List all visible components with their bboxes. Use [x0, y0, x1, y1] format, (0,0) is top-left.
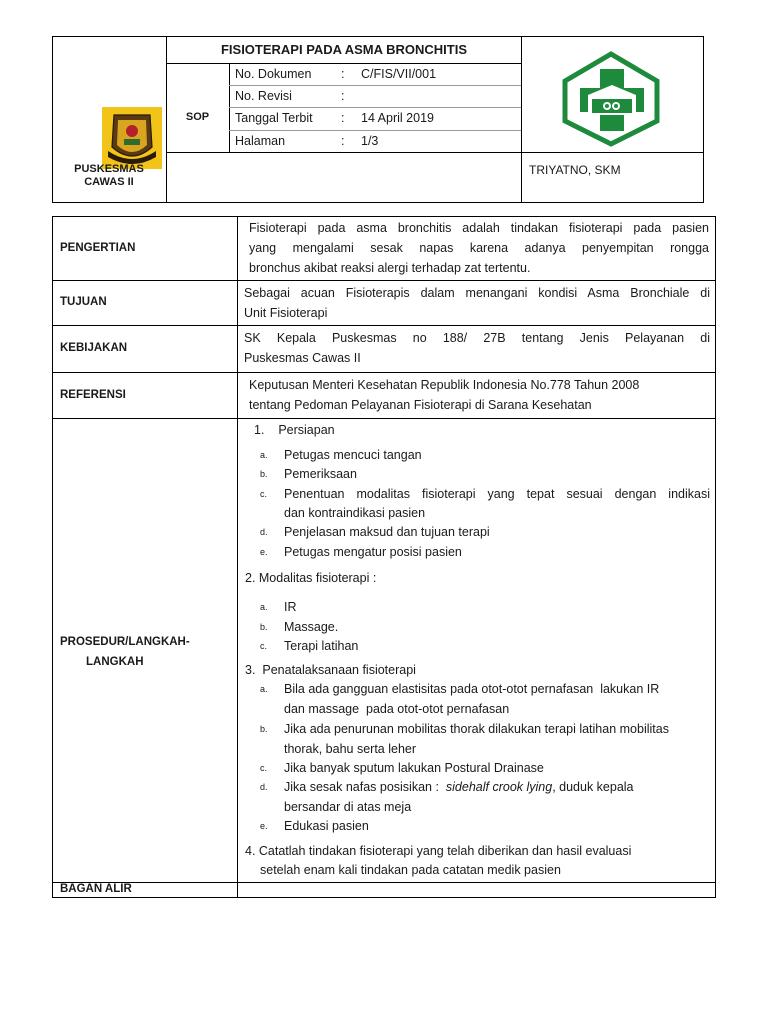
prosedur-label-line-2: LANGKAH	[86, 656, 144, 668]
step-1-heading: 1. Persiapan	[254, 423, 335, 437]
kebijakan-line: Puskesmas Cawas II	[244, 351, 361, 365]
step-3-item: Jika banyak sputum lakukan Postural Drainase	[284, 761, 544, 775]
referensi-line: tentang Pedoman Pelayanan Fisioterapi di Sarana Kesehatan	[249, 398, 592, 412]
label-pengertian: PENGERTIAN	[60, 242, 136, 254]
step-2-item: IR	[284, 600, 297, 614]
kebijakan-text	[244, 328, 710, 368]
list-letter: b.	[260, 469, 268, 479]
institution-line-2: CAWAS II	[84, 176, 134, 188]
step-3-item-italic: sidehalf crook lying	[445, 780, 553, 794]
step-3-item-cont: bersandar di atas meja	[284, 800, 412, 814]
list-letter: c.	[260, 489, 268, 499]
step-3-item: Bila ada gangguan elastisitas pada otot-otot pernafasan lakukan IR	[284, 682, 660, 696]
step-3-item-text: Jika sesak nafas posisikan :	[284, 780, 446, 794]
step-2-item: Massage.	[284, 620, 339, 634]
referensi-text	[249, 375, 709, 415]
tujuan-text	[244, 283, 710, 323]
kebijakan-line: SK Kepala Puskesmas no 188/ 27B tentang Jenis Pelayanan di	[244, 331, 710, 345]
step-3-item-cont: thorak, bahu serta leher	[284, 742, 417, 756]
pengertian-text	[249, 218, 709, 278]
list-letter: d.	[260, 527, 268, 537]
step-2-heading: 2. Modalitas fisioterapi :	[245, 571, 377, 585]
list-letter: d.	[260, 782, 268, 792]
list-letter: c.	[260, 641, 268, 651]
tujuan-line: Unit Fisioterapi	[244, 306, 328, 320]
meta-value-tanggal-terbit: 14 April 2019	[361, 111, 434, 125]
institution-line-1: PUSKESMAS	[74, 163, 144, 175]
list-letter: b.	[260, 724, 268, 734]
signatory-name: TRIYATNO, SKM	[529, 163, 621, 177]
header-title: FISIOTERAPI PADA ASMA BRONCHITIS	[220, 42, 468, 57]
puskesmas-logo	[560, 51, 662, 147]
list-letter: a.	[260, 684, 268, 694]
step-4-line: 4. Catatlah tindakan fisioterapi yang telah diberikan dan hasil evaluasi	[245, 844, 632, 858]
regency-crest-logo	[102, 107, 162, 169]
meta-label-no-dokumen: No. Dokumen	[235, 67, 312, 81]
pengertian-line: bronchus akibat reaksi alergi terhadap zat tertentu.	[249, 261, 531, 275]
sop-label: SOP	[185, 111, 210, 123]
meta-colon: :	[341, 134, 345, 148]
pengertian-line: Fisioterapi pada asma bronchitis adalah tindakan fisioterapi pada pasien	[249, 221, 709, 235]
meta-label-tanggal-terbit: Tanggal Terbit	[235, 111, 313, 125]
step-1-item-cont: dan kontraindikasi pasien	[284, 506, 426, 520]
referensi-line: Keputusan Menteri Kesehatan Republik Indonesia No.778 Tahun 2008	[249, 378, 640, 392]
list-letter: e.	[260, 547, 268, 557]
step-1-item: Petugas mencuci tangan	[284, 448, 422, 462]
meta-colon: :	[341, 89, 345, 103]
tujuan-line: Sebagai acuan Fisioterapis dalam menangani kondisi Asma Bronchiale di	[244, 286, 710, 300]
step-3-item-cont: dan massage pada otot-otot pernafasan	[284, 702, 510, 716]
step-3-heading: 3. Penatalaksanaan fisioterapi	[245, 663, 416, 677]
label-tujuan: TUJUAN	[60, 296, 107, 308]
step-1-item: Penjelasan maksud dan tujuan terapi	[284, 525, 490, 539]
step-4-line: setelah enam kali tindakan pada catatan medik pasien	[260, 863, 561, 877]
institution-name	[52, 163, 166, 189]
step-3-item-text: , duduk kepala	[552, 780, 634, 794]
meta-value-halaman: 1/3	[361, 134, 379, 148]
step-1-item: Petugas mengatur posisi pasien	[284, 545, 462, 559]
label-bagan-alir: BAGAN ALIR	[60, 883, 132, 895]
label-referensi: REFERENSI	[60, 389, 126, 401]
list-letter: e.	[260, 821, 268, 831]
list-letter: a.	[260, 602, 268, 612]
meta-value-no-dokumen: C/FIS/VII/001	[361, 67, 437, 81]
label-kebijakan: KEBIJAKAN	[60, 342, 128, 354]
label-prosedur	[60, 632, 190, 672]
step-2-item: Terapi latihan	[284, 639, 359, 653]
step-3-item: Jika ada penurunan mobilitas thorak dilakukan terapi latihan mobilitas	[284, 722, 669, 736]
meta-colon: :	[341, 111, 345, 125]
step-3-item: Edukasi pasien	[284, 819, 369, 833]
list-letter: b.	[260, 622, 268, 632]
step-1-item: Pemeriksaan	[284, 467, 357, 481]
step-3-item	[284, 778, 634, 798]
list-letter: a.	[260, 450, 268, 460]
prosedur-label-line-1: PROSEDUR/LANGKAH-	[60, 636, 190, 648]
list-letter: c.	[260, 763, 268, 773]
meta-label-halaman: Halaman	[235, 134, 286, 148]
meta-label-no-revisi: No. Revisi	[235, 89, 292, 103]
meta-colon: :	[341, 67, 345, 81]
step-1-item: Penentuan modalitas fisioterapi yang tepat sesuai dengan indikasi	[284, 487, 710, 501]
pengertian-line: yang mengalami sesak napas karena adanya penyempitan rongga	[249, 241, 709, 255]
